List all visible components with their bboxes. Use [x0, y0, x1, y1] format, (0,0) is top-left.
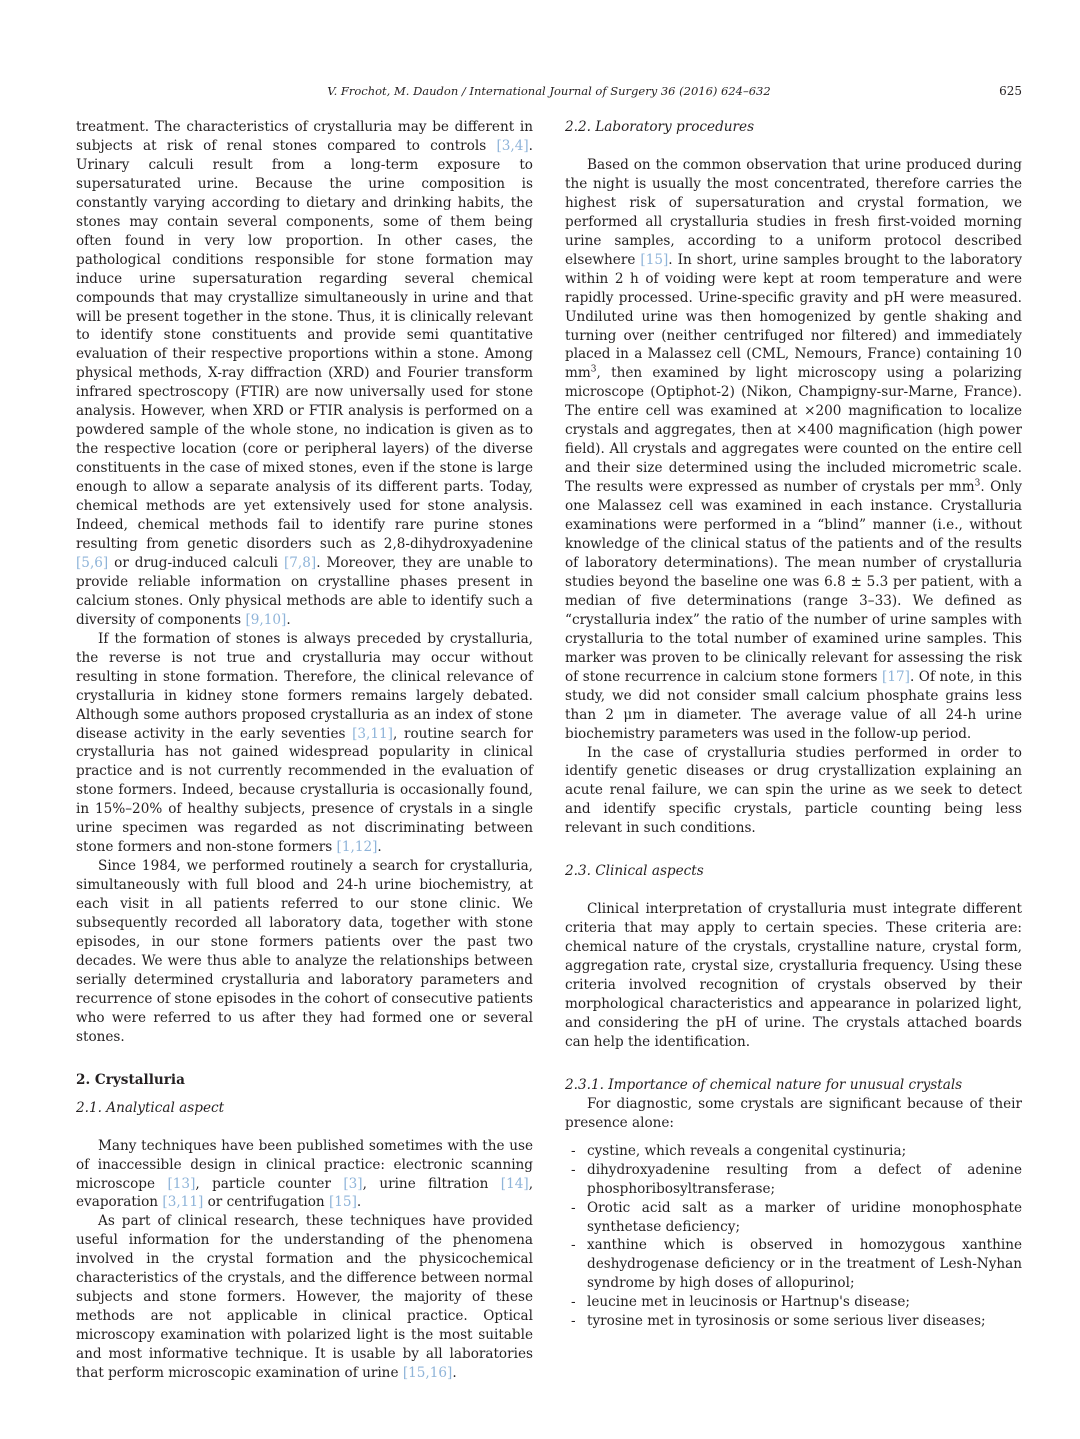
citation-link[interactable]: [3,11]	[352, 725, 393, 742]
left-column	[76, 118, 533, 1383]
running-header	[76, 84, 1022, 104]
page-number: 625	[999, 84, 1022, 98]
citation-link[interactable]: [3,11]	[162, 1194, 204, 1211]
paragraph: Based on the common observation that urine produced during the night is usually the most concentrated, therefore carries the highest risk of supersaturation and crystal formation, we performed all crystalluria studies in fresh first-voided morning urine samples, according to a uniform protocol described elsewhere [15]. In short, urine samples brought to the laboratory within 2 h of voiding were kept at room temperature and were rapidly processed. Urine-specific gravity and pH were measured. Undiluted urine was then homogenized by gentle shaking and turning over (neither centrifuged nor filtered) and immediately placed in a Malassez cell (CML, Nemours, France) containing 10 $mm^3$, then examined by light microscopy using a polarizing microscope (Optiphot-2) (Nikon, Champigny-sur-Marne, France). The entire cell was examined at ×200 magnification to localize crystals and aggregates, then at ×400 magnification (high power field). All crystals and aggregates were counted on the entire cell and their size determined using the included micrometric scale. The results were expressed as number of crystals per $mm^3$. Only one Malassez cell was examined in each instance. Crystalluria examinations were performed in a “blind” manner (i.e., without knowledge of the clinical status of the patients and of the results of laboratory determinations). The mean number of crystalluria studies beyond the baseline one was 6.8 ± 5.3 per patient, with a median of five determinations (range 3–33). We defined as “crystalluria index” the ratio of the number of urine samples with crystalluria to the total number of examined urine samples. This marker was proven to be clinically relevant for assessing the risk of stone recurrence in calcium stone formers [17]. Of note, in this study, we did not consider small calcium phosphate grains less than 2 μm in diameter. The average value of all 24-h urine biochemistry parameters was used in the follow-up period.	[565, 156, 1023, 742]
section-heading: 2. Crystalluria	[76, 1071, 185, 1088]
citation-link[interactable]: [1,12]	[336, 839, 378, 856]
paragraph: If the formation of stones is always preceded by crystalluria, the reverse is not true and crystalluria may occur without resulting in stone formation. Therefore, the clinical relevance of crystalluria in kidney stone formers remains largely debated. Although some authors proposed crystalluria as an index of stone disease activity in the early seventies [3,11], routine search for crystalluria has not gained widespread popularity in clinical practice and is not currently recommended in the evaluation of stone formers. Indeed, because crystalluria is occasionally found, in 15%–20% of healthy subjects, presence of crystals in a single urine specimen was regarded as not discriminating between stone formers and non-stone formers [1,12].	[76, 630, 533, 856]
paragraph: treatment. The characteristics of crystalluria may be different in subjects at risk of renal stones compared to controls [3,4]. Urinary calculi result from a long-term exposure to supersaturated urine. Because the urine composition is constantly varying according to dietary and drinking habits, the stones may contain several components, some of them being often found in very low proportion. In other cases, the pathological conditions responsible for stone formation may induce urine supersaturation regarding several chemical compounds that may crystallize simultaneously in urine and that will be present together in the stone. Thus, it is clinically relevant to identify stone constituents and provide semi quantitative evaluation of their respective proportions within a stone. Among physical methods, X-ray diffraction (XRD) and Fourier transform infrared spectroscopy (FTIR) are now universally used for stone analysis. However, when XRD or FTIR analysis is performed on a powdered sample of the whole stone, no indication is given as to the respective location (core or peripheral layers) of the diverse constituents in the case of mixed stones, even if the stone is large enough to allow a separate analysis of its different parts. Today, chemical methods are yet extensively used for stone analysis. Indeed, chemical methods fail to identify rare purine stones resulting from genetic disorders such as 2,8-dihydroxyadenine [5,6] or drug-induced calculi [7,8]. Moreover, they are unable to provide reliable information on crystalline phases present in calcium stones. Only physical methods are able to identify such a diversity of components [9,10].	[76, 119, 533, 628]
citation-link[interactable]: [17]	[882, 668, 910, 685]
paragraph: As part of clinical research, these techniques have provided useful information for the understanding of the phenomena involved in the crystal formation and the physicochemical characteristics of the crystals, and the difference between normal subjects and stone formers. However, the majority of these methods are not applicable in clinical practice. Optical microscopy examination with polarized light is the most suitable and most informative technique. It is usable by all laboratories that perform microscopic examination of urine [15,16].	[76, 1213, 533, 1382]
paragraph: For diagnostic, some crystals are significant because of their presence alone:	[565, 1095, 1022, 1131]
citation-link[interactable]: [15]	[640, 251, 669, 268]
citation-link[interactable]: [7,8]	[283, 554, 317, 571]
citation-link[interactable]: [15,16]	[402, 1365, 453, 1382]
list-item: - tyrosine met in tyrosinosis or some serious liver diseases;	[565, 1312, 1022, 1331]
paragraph: Many techniques have been published sometimes with the use of inaccessible design in clinical practice: electronic scanning microscope [13], particle counter [3], urine filtration [14], evaporation [3,11] or centrifugation [15].	[76, 1137, 534, 1211]
subsection-heading: 2.1. Analytical aspect	[76, 1099, 225, 1116]
right-column	[565, 118, 1022, 1331]
citation-link[interactable]: [5,6]	[76, 554, 109, 571]
subsection-heading: 2.3. Clinical aspects	[565, 863, 704, 880]
paragraph: Clinical interpretation of crystalluria must integrate different criteria that may apply to certain species. These criteria are: chemical nature of the crystals, crystalline nature, crystal form, aggregation rate, crystal size, crystalluria frequency. Using these criteria involved recognition of crystals observed by their morphological characteristics and appearance in polarized light, and considering the pH of urine. The crystals attached boards can help the identification.	[565, 901, 1022, 1050]
paragraph: In the case of crystalluria studies performed in order to identify genetic diseases or drug crystallization explaining an acute renal failure, we can spin the urine as we seek to detect and identify specific crystals, particle counting being less relevant in such conditions.	[565, 744, 1022, 837]
list-item: - dihydroxyadenine resulting from a defect of adenine phosphoribosyltransferase;	[565, 1161, 1022, 1199]
paragraph: Since 1984, we performed routinely a search for crystalluria, simultaneously with full blood and 24-h urine biochemistry, at each visit in all patients referred to our stone clinic. We subsequently recorded all laboratory data, together with stone episodes, in our stone formers patients over the past two decades. We were thus able to analyze the relationships between serially determined crystalluria and laboratory parameters and recurrence of stone episodes in the cohort of consecutive patients who were referred to us after they had formed one or several stones.	[76, 858, 533, 1045]
subsection-heading: 2.2. Laboratory procedures	[565, 119, 755, 135]
citation-link[interactable]: [3,4]	[496, 137, 529, 154]
citation-link[interactable]: [13]	[167, 1175, 196, 1192]
citation-link[interactable]: [15]	[328, 1194, 357, 1211]
citation-link[interactable]: [3]	[343, 1175, 363, 1192]
list-item: - leucine met in leucinosis or Hartnup's disease;	[565, 1293, 1022, 1312]
list-item: - xanthine which is observed in homozygous xanthine deshydrogenase deficiency or in the treatment of Lesh-Nyhan syndrome by high doses of allopurinol;	[565, 1236, 1022, 1293]
list-item: - Orotic acid salt as a marker of uridine monophosphate synthetase deficiency;	[565, 1199, 1022, 1237]
citation-link[interactable]: [9,10]	[245, 611, 287, 628]
citation-link[interactable]: [14]	[500, 1175, 529, 1192]
crystal-list	[565, 1142, 1022, 1332]
journal-citation: V. Frochot, M. Daudon / International Journal of Surgery 36 (2016) 624–632	[327, 84, 771, 98]
list-item: - cystine, which reveals a congenital cystinuria;	[565, 1142, 1022, 1161]
subsection-heading: 2.3.1. Importance of chemical nature for unusual crystals	[565, 1076, 963, 1093]
